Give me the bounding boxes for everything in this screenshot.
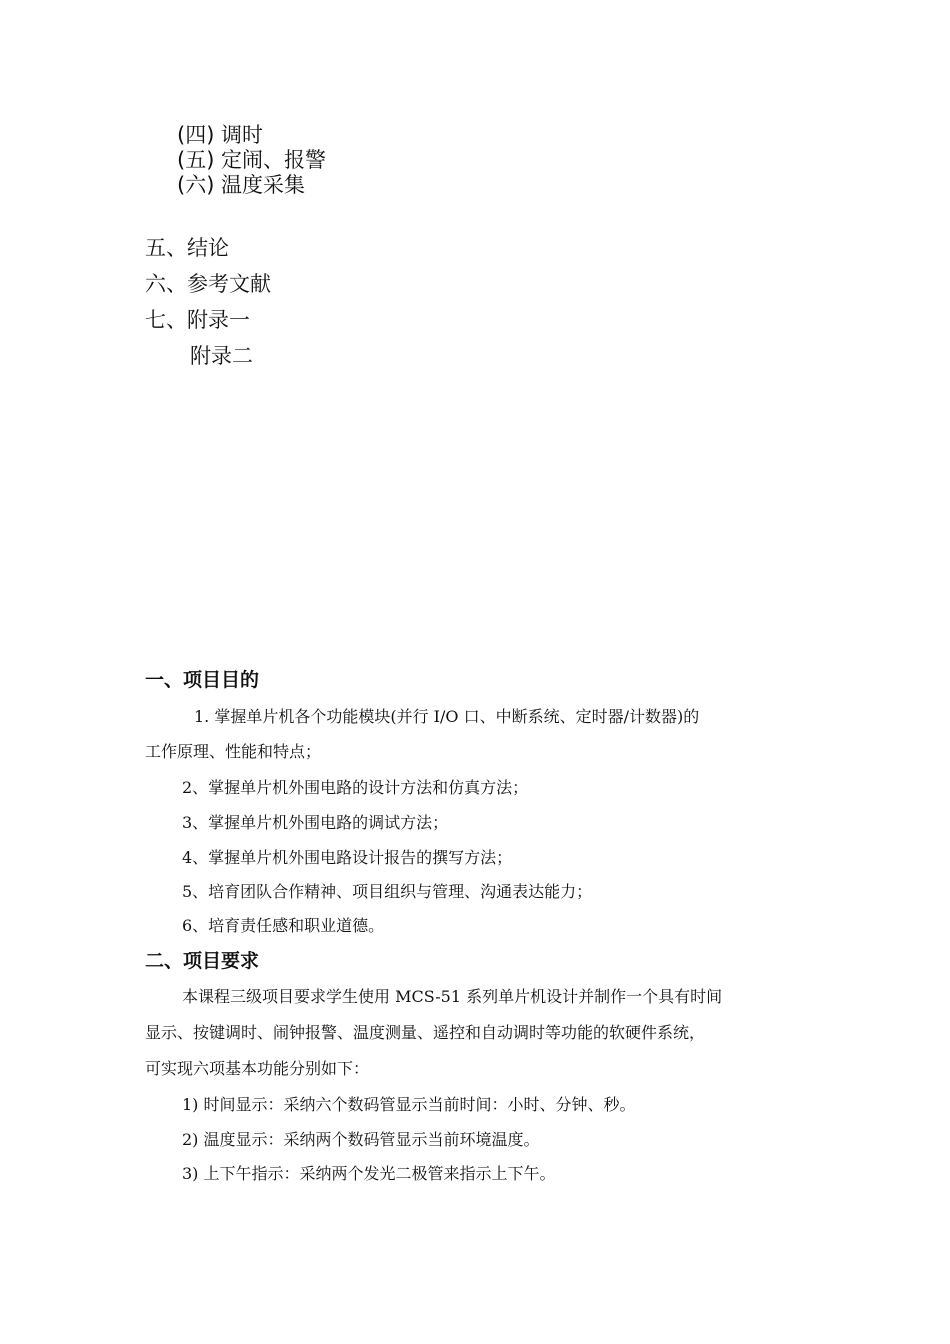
- toc-item-appendix-1: 七、附录一: [145, 308, 250, 332]
- list-item: 5、培育团队合作精神、项目组织与管理、沟通表达能力；: [182, 882, 593, 901]
- list-item: 3) 上下午指示：采纳两个发光二极管来指示上下午。: [182, 1164, 556, 1183]
- list-item: 2) 温度显示：采纳两个数码管显示当前环境温度。: [182, 1130, 540, 1149]
- section-heading-purpose: 一、项目目的: [145, 669, 260, 691]
- section-heading-requirements: 二、项目要求: [145, 950, 260, 972]
- paragraph-line: 1. 掌握单片机各个功能模块(并行 I/O 口、中断系统、定时器/计数器)的: [194, 707, 700, 726]
- list-item: 6、培育责任感和职业道德。: [182, 916, 385, 935]
- toc-item-conclusion: 五、结论: [145, 236, 229, 260]
- list-item: 2、掌握单片机外围电路的设计方法和仿真方法；: [182, 778, 529, 797]
- list-item: 4、掌握单片机外围电路设计报告的撰写方法；: [182, 848, 513, 867]
- paragraph-line: 本课程三级项目要求学生使用 MCS-51 系列单片机设计并制作一个具有时间: [182, 987, 723, 1006]
- toc-subitem-4: (四) 调时: [177, 123, 264, 147]
- paragraph-line: 工作原理、性能和特点；: [145, 742, 322, 761]
- list-item: 1) 时间显示：采纳六个数码管显示当前时间：小时、分钟、秒。: [182, 1095, 636, 1114]
- paragraph-line: 显示、按键调时、闹钟报警、温度测量、遥控和自动调时等功能的软硬件系统，: [145, 1023, 706, 1042]
- toc-subitem-6: (六) 温度采集: [177, 173, 306, 197]
- toc-item-appendix-2: 附录二: [190, 344, 253, 368]
- toc-item-references: 六、参考文献: [145, 272, 271, 296]
- list-item: 3、掌握单片机外围电路的调试方法；: [182, 813, 449, 832]
- toc-subitem-5: (五) 定闹、报警: [177, 148, 327, 172]
- paragraph-line: 可实现六项基本功能分别如下：: [145, 1059, 370, 1078]
